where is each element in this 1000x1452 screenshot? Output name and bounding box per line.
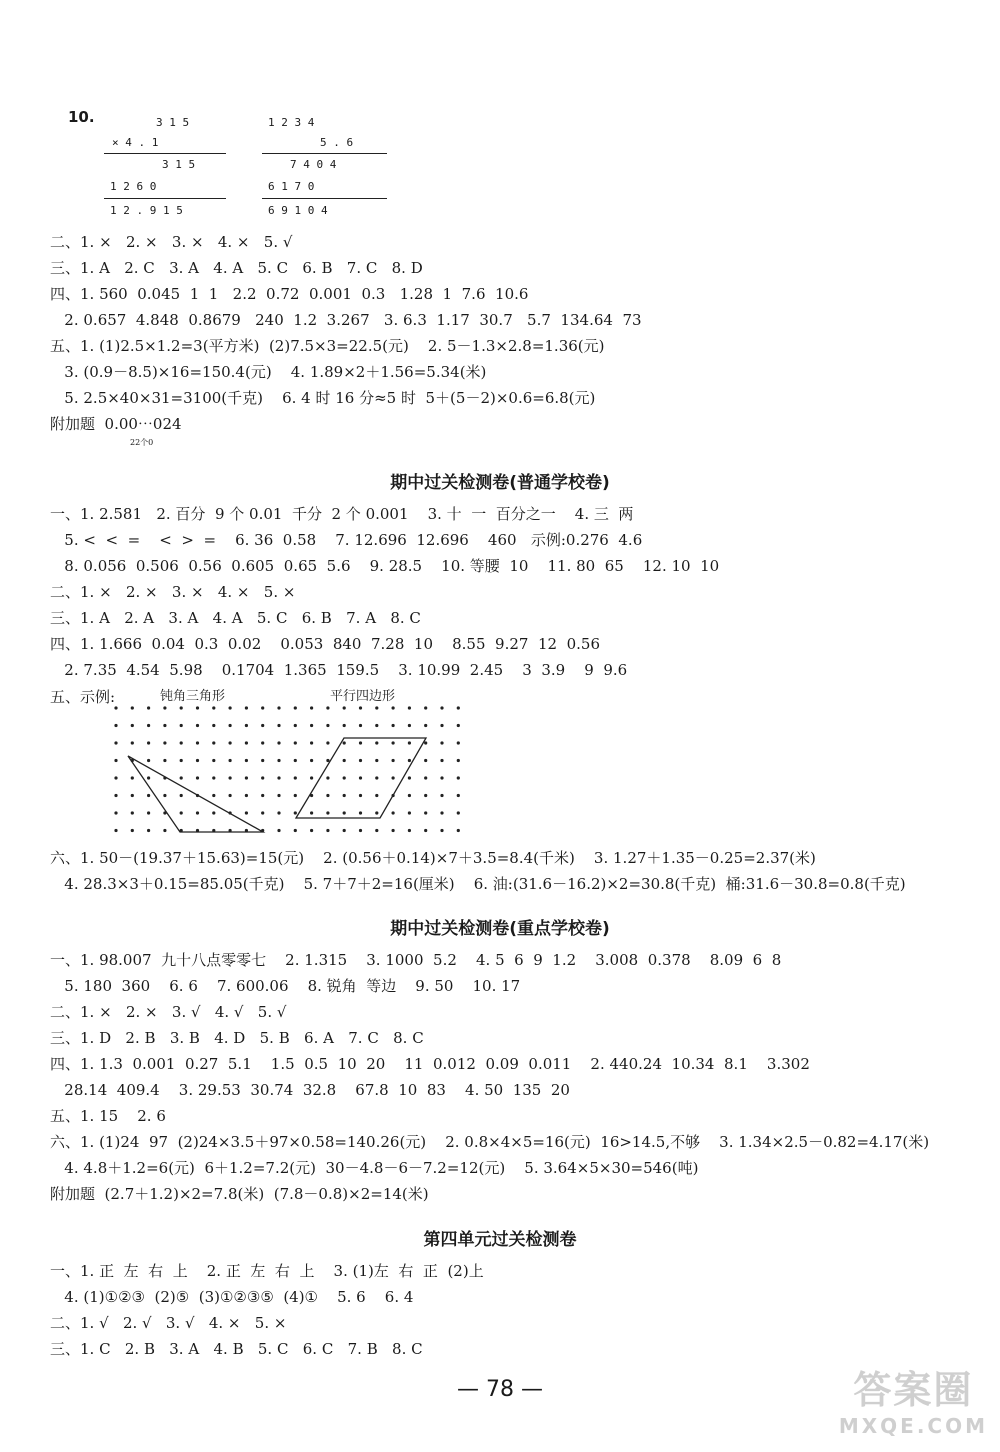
grid-dot (343, 741, 346, 744)
grid-dot (326, 794, 329, 797)
grid-dot (294, 776, 297, 779)
grid-dot (392, 706, 395, 709)
grid-dot (163, 829, 166, 832)
grid-dot (457, 794, 460, 797)
answer-line: 4. (1)①②③ (2)⑤ (3)①②③⑤ (4)① 5. 6 6. 4 (50, 1288, 414, 1306)
q10-right-row1: 1 2 3 4 (268, 116, 315, 129)
grid-dot (261, 794, 264, 797)
grid-dot (180, 741, 183, 744)
grid-dot (212, 741, 215, 744)
grid-dot (229, 776, 232, 779)
grid-dot (310, 829, 313, 832)
grid-dot (229, 741, 232, 744)
grid-dot (196, 776, 199, 779)
grid-dot (375, 706, 378, 709)
fujia-brace-note: 22个0 (130, 438, 154, 447)
grid-dot (408, 759, 411, 762)
grid-dot (229, 759, 232, 762)
q10-right-row5: 6 9 1 0 4 (268, 204, 328, 217)
grid-dot (294, 706, 297, 709)
grid-dot (375, 794, 378, 797)
grid-dot (163, 706, 166, 709)
grid-dot (261, 811, 264, 814)
grid-dot (392, 759, 395, 762)
grid-dot (212, 776, 215, 779)
grid-dot (277, 829, 280, 832)
grid-dot (245, 724, 248, 727)
grid-dot (114, 706, 117, 709)
section-title-midterm-regular: 期中过关检测卷(普通学校卷) (390, 473, 610, 493)
grid-dot (245, 776, 248, 779)
answer-line: 5. 2.5×40×31=3100(千克) 6. 4 时 16 分≈5 时 5＋(5－2)×0.6=6.8(元) (50, 389, 596, 407)
grid-dot (277, 759, 280, 762)
grid-dot (424, 776, 427, 779)
grid-dot (147, 759, 150, 762)
watermark-bottom: MXQE.COM (838, 1414, 988, 1438)
grid-dot (131, 829, 134, 832)
grid-dot (392, 724, 395, 727)
grid-dot (294, 811, 297, 814)
grid-dot (261, 724, 264, 727)
grid-dot (408, 741, 411, 744)
grid-dot (277, 724, 280, 727)
grid-dot (424, 724, 427, 727)
grid-dot (440, 811, 443, 814)
grid-dot (261, 706, 264, 709)
grid-dot (229, 724, 232, 727)
answer-line: 六、1. (1)24 97 (2)24×3.5＋97×0.58=140.26(元) 2. 0.8×4×5=16(元) 16>14.5,不够 3. 1.34×2.5－0.82=4.17(米) (50, 1133, 930, 1151)
grid-dot (245, 759, 248, 762)
grid-dot (114, 724, 117, 727)
grid-dot (392, 829, 395, 832)
grid-dot (408, 776, 411, 779)
grid-dot (294, 724, 297, 727)
grid-dot (277, 776, 280, 779)
grid-dot (424, 759, 427, 762)
watermark-top: 答案圈 (853, 1368, 974, 1412)
grid-dot (457, 811, 460, 814)
grid-dot (310, 776, 313, 779)
grid-dot (326, 829, 329, 832)
grid-dot (245, 794, 248, 797)
grid-dot (277, 741, 280, 744)
grid-dot (163, 741, 166, 744)
grid-dot (440, 829, 443, 832)
grid-dot (424, 794, 427, 797)
grid-dot (196, 724, 199, 727)
grid-dot (131, 776, 134, 779)
q10-right-rule2 (262, 198, 387, 199)
watermark-logo (839, 1359, 988, 1438)
grid-dot (114, 741, 117, 744)
grid-dot (131, 724, 134, 727)
grid-dot (114, 759, 117, 762)
grid-dot (440, 776, 443, 779)
q10-right-row3: 7 4 0 4 (290, 158, 337, 171)
grid-dot (375, 741, 378, 744)
grid-dot (163, 724, 166, 727)
grid-dot (457, 759, 460, 762)
grid-dot (131, 811, 134, 814)
grid-dot (163, 759, 166, 762)
grid-dot (424, 706, 427, 709)
grid-dot (392, 776, 395, 779)
fujia-line: 附加题 (2.7＋1.2)×2=7.8(米) (7.8－0.8)×2=14(米) (50, 1185, 429, 1203)
grid-dot (408, 811, 411, 814)
answer-line: 8. 0.056 0.506 0.56 0.605 0.65 5.6 9. 28.5 10. 等腰 10 11. 80 65 12. 10 10 (50, 557, 720, 575)
grid-dot (375, 776, 378, 779)
grid-dot (147, 829, 150, 832)
grid-dot (359, 794, 362, 797)
grid-dot (457, 829, 460, 832)
grid-dot (408, 829, 411, 832)
grid-dot (424, 741, 427, 744)
grid-dot (359, 759, 362, 762)
grid-dot (440, 741, 443, 744)
answer-line: 4. 28.3×3＋0.15=85.05(千克) 5. 7＋7＋2=16(厘米) 6. 油:(31.6－16.2)×2=30.8(千克) 桶:31.6－30.8=0.8(千克) (50, 875, 906, 893)
grid-dot (310, 741, 313, 744)
answer-line: 2. 7.35 4.54 5.98 0.1704 1.365 159.5 3. 10.99 2.45 3 3.9 9 9.6 (50, 661, 628, 679)
answer-line: 一、1. 2.581 2. 百分 9 个 0.01 千分 2 个 0.001 3. 十 一 百分之一 4. 三 两 (50, 505, 634, 523)
page-number: — 78 — (457, 1377, 543, 1402)
grid-dot (212, 759, 215, 762)
grid-dot (212, 794, 215, 797)
dot-grid-figure (110, 706, 470, 841)
answer-line: 2. 0.657 4.848 0.8679 240 1.2 3.267 3. 6.3 1.17 30.7 5.7 134.64 73 (50, 311, 642, 329)
grid-dot (245, 741, 248, 744)
grid-dot (359, 706, 362, 709)
grid-dot (261, 741, 264, 744)
answer-line: 28.14 409.4 3. 29.53 30.74 32.8 67.8 10 83 4. 50 135 20 (50, 1081, 570, 1099)
grid-dot (343, 759, 346, 762)
grid-dot (114, 829, 117, 832)
grid-dot (245, 811, 248, 814)
grid-dot (310, 706, 313, 709)
grid-dot (294, 829, 297, 832)
grid-dot (310, 724, 313, 727)
grid-dot (277, 706, 280, 709)
answer-line: 4. 4.8＋1.2=6(元) 6＋1.2=7.2(元) 30－4.8－6－7.2=12(元) 5. 3.64×5×30=546(吨) (50, 1159, 699, 1177)
grid-dot (392, 811, 395, 814)
grid-dot (326, 776, 329, 779)
answer-line: 三、1. D 2. B 3. B 4. D 5. B 6. A 7. C 8. C (50, 1029, 424, 1047)
grid-dot (294, 759, 297, 762)
answer-line: 三、1. A 2. C 3. A 4. A 5. C 6. B 7. C 8. D (50, 259, 423, 277)
grid-dot (180, 811, 183, 814)
figure-label: 五、示例: (50, 688, 116, 706)
grid-dot (261, 759, 264, 762)
grid-dot (294, 741, 297, 744)
q10-left-row1: 3 1 5 (156, 116, 190, 129)
q10-right-row4: 6 1 7 0 (268, 180, 315, 193)
grid-dot (326, 811, 329, 814)
grid-dot (343, 811, 346, 814)
grid-dot (147, 741, 150, 744)
grid-dot (196, 759, 199, 762)
grid-dot (457, 741, 460, 744)
grid-dot (277, 794, 280, 797)
grid-dot (147, 776, 150, 779)
answer-line: 二、1. × 2. × 3. √ 4. √ 5. √ (50, 1003, 287, 1021)
grid-dot (326, 759, 329, 762)
grid-dot (196, 706, 199, 709)
answer-line: 五、1. (1)2.5×1.2=3(平方米) (2)7.5×3=22.5(元) 2. 5－1.3×2.8=1.36(元) (50, 337, 605, 355)
grid-dot (310, 811, 313, 814)
grid-dot (343, 724, 346, 727)
grid-dot (229, 794, 232, 797)
grid-dot (343, 706, 346, 709)
grid-dot (180, 776, 183, 779)
grid-dot (440, 759, 443, 762)
grid-dot (131, 741, 134, 744)
grid-dot (114, 811, 117, 814)
answer-line: 三、1. C 2. B 3. A 4. B 5. C 6. C 7. B 8. C (50, 1340, 423, 1358)
answer-line: 二、1. × 2. × 3. × 4. × 5. × (50, 583, 296, 601)
grid-dot (180, 706, 183, 709)
grid-dot (180, 724, 183, 727)
grid-dot (131, 706, 134, 709)
grid-dot (212, 811, 215, 814)
q10-left-rule1 (104, 153, 226, 154)
answer-line: 四、1. 560 0.045 1 1 2.2 0.72 0.001 0.3 1.28 1 7.6 10.6 (50, 285, 529, 303)
grid-dot (277, 811, 280, 814)
grid-dot (294, 794, 297, 797)
q10-left-row2: × 4 . 1 (112, 136, 159, 149)
answer-line: 四、1. 1.3 0.001 0.27 5.1 1.5 0.5 10 20 11 0.012 0.09 0.011 2. 440.24 10.34 8.1 3.302 (50, 1055, 810, 1073)
grid-dot (147, 724, 150, 727)
figure-caption-obtuse-triangle: 钝角三角形 (160, 689, 226, 704)
q10-right-rule1 (262, 153, 387, 154)
grid-dot (457, 724, 460, 727)
answer-line: 四、1. 1.666 0.04 0.3 0.02 0.053 840 7.28 10 8.55 9.27 12 0.56 (50, 635, 600, 653)
grid-dot (147, 811, 150, 814)
grid-dot (392, 741, 395, 744)
section-title-midterm-key: 期中过关检测卷(重点学校卷) (390, 919, 610, 939)
grid-dot (180, 759, 183, 762)
answer-line: 二、1. × 2. × 3. × 4. × 5. √ (50, 233, 293, 251)
grid-dot (326, 741, 329, 744)
grid-dot (114, 794, 117, 797)
answer-line: 一、1. 正 左 右 上 2. 正 左 右 上 3. (1)左 右 正 (2)上 (50, 1262, 484, 1280)
grid-dot (440, 724, 443, 727)
grid-dot (359, 829, 362, 832)
grid-dot (114, 776, 117, 779)
grid-dot (326, 724, 329, 727)
grid-dot (375, 829, 378, 832)
grid-dot (196, 811, 199, 814)
grid-dot (212, 724, 215, 727)
grid-dot (163, 794, 166, 797)
grid-dot (229, 706, 232, 709)
grid-dot (375, 724, 378, 727)
grid-dot (457, 776, 460, 779)
answer-line: 3. (0.9－8.5)×16=150.4(元) 4. 1.89×2＋1.56=5.34(米) (50, 363, 487, 381)
fujia-line: 附加题 0.00⋯024 (50, 415, 182, 433)
grid-dot (343, 794, 346, 797)
grid-dot (343, 776, 346, 779)
answer-line: 三、1. A 2. A 3. A 4. A 5. C 6. B 7. A 8. C (50, 609, 421, 627)
grid-dot (424, 811, 427, 814)
grid-dot (131, 794, 134, 797)
answer-line: 一、1. 98.007 九十八点零零七 2. 1.315 3. 1000 5.2 4. 5 6 9 1.2 3.008 0.378 8.09 6 8 (50, 951, 782, 969)
grid-dot (375, 811, 378, 814)
grid-dot (310, 759, 313, 762)
grid-dot (245, 706, 248, 709)
grid-dot (359, 811, 362, 814)
q10-label: 10. (68, 108, 95, 126)
grid-dot (359, 776, 362, 779)
grid-dot (180, 794, 183, 797)
answer-line: 二、1. √ 2. √ 3. √ 4. × 5. × (50, 1314, 287, 1332)
q10-left-rule2 (104, 198, 226, 199)
answer-line: 六、1. 50－(19.37＋15.63)=15(元) 2. (0.56＋0.14)×7＋3.5=8.4(千米) 3. 1.27＋1.35－0.25=2.37(米) (50, 849, 816, 867)
grid-dot (440, 706, 443, 709)
q10-left-row3: 3 1 5 (162, 158, 196, 171)
grid-dot (359, 741, 362, 744)
grid-dot (212, 706, 215, 709)
answer-line: 5. < < = < > = 6. 36 0.58 7. 12.696 12.696 460 示例:0.276 4.6 (50, 531, 643, 549)
grid-dot (326, 706, 329, 709)
section-title-unit4: 第四单元过关检测卷 (423, 1230, 577, 1250)
q10-left-row4: 1 2 6 0 (110, 180, 157, 193)
grid-dot (147, 794, 150, 797)
q10-right-row2: 5 . 6 (320, 136, 354, 149)
grid-dot (196, 741, 199, 744)
grid-dot (147, 706, 150, 709)
answer-line: 5. 180 360 6. 6 7. 600.06 8. 锐角 等边 9. 50 10. 17 (50, 977, 521, 995)
answer-line: 五、1. 15 2. 6 (50, 1107, 166, 1125)
grid-dot (408, 706, 411, 709)
grid-dot (359, 724, 362, 727)
figure-caption-parallelogram: 平行四边形 (330, 689, 396, 704)
grid-dot (408, 794, 411, 797)
grid-dot (457, 706, 460, 709)
grid-dot (261, 776, 264, 779)
q10-left-row5: 1 2 . 9 1 5 (110, 204, 183, 217)
grid-dot (408, 724, 411, 727)
grid-dot (424, 829, 427, 832)
grid-dot (375, 759, 378, 762)
grid-dot (343, 829, 346, 832)
grid-dot (440, 794, 443, 797)
